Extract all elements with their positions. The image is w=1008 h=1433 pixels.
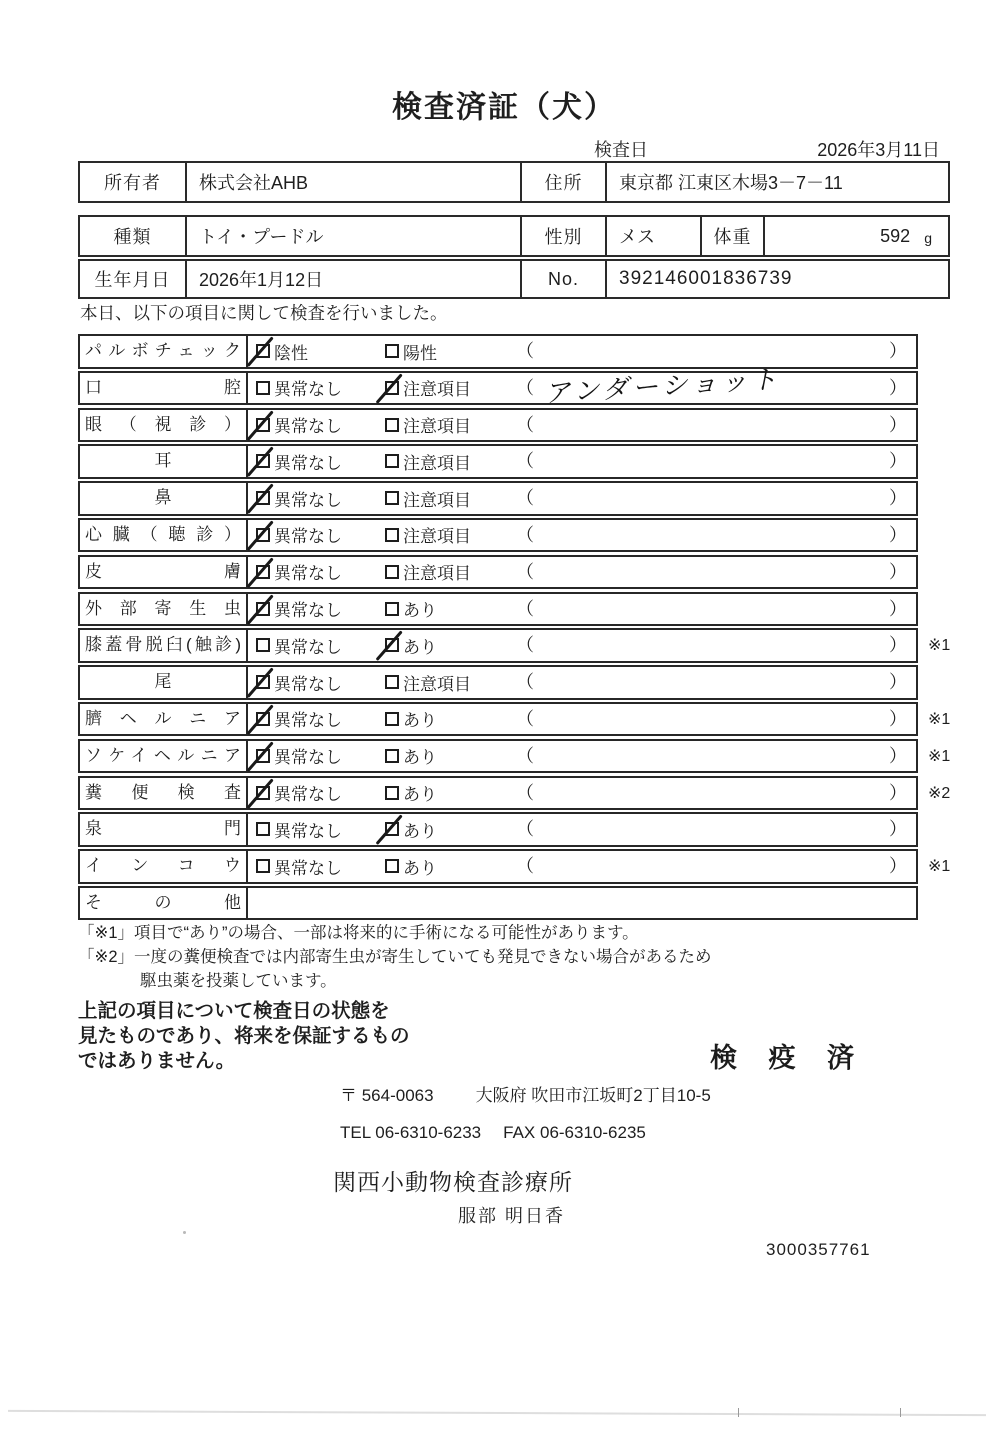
checkbox-icon (256, 344, 270, 358)
scan-artifact-tick (900, 1408, 901, 1417)
checkbox-icon (256, 859, 270, 873)
footnotes-block (78, 921, 712, 993)
checkbox-option (385, 410, 471, 440)
row-label: 眼（視診） (80, 410, 248, 441)
checkbox-option (385, 814, 437, 844)
checkbox-option (256, 373, 342, 403)
option-label: 異常なし (274, 417, 342, 437)
option-label: 異常なし (274, 453, 342, 473)
option-label: あり (403, 637, 437, 657)
option-label: 異常なし (274, 674, 342, 694)
option-label: あり (403, 711, 437, 731)
checkbox-option (385, 704, 437, 734)
checkbox-icon (256, 418, 270, 432)
disclaimer-line-2: 見たものであり、将来を保証するもの (78, 1025, 410, 1047)
row-label: 口腔 (80, 373, 248, 404)
remarks-field (516, 446, 907, 476)
row-label: ソケイヘルニア (80, 741, 248, 772)
option-label: 注意項目 (403, 527, 471, 547)
remarks-field (516, 741, 907, 771)
checkbox-icon (256, 381, 270, 395)
checkbox-icon (256, 822, 270, 836)
checklist-row-external-parasites (78, 592, 918, 627)
checkbox-icon (256, 638, 270, 652)
remarks-field (516, 851, 907, 881)
checkbox-option (385, 630, 437, 660)
checklist-row-fecal-exam (78, 776, 951, 811)
checklist-row-ears (78, 444, 918, 479)
checklist-row-fontanelle (78, 812, 918, 847)
row-options (248, 704, 916, 735)
sex-value-cell: メス (619, 227, 655, 247)
option-label: 異常なし (274, 564, 342, 584)
footnote-2: 「※2」一度の糞便検査では内部寄生虫が寄生していても発見できない場合があるため (78, 948, 712, 966)
option-label: 異常なし (274, 490, 342, 510)
checklist-row-heart (78, 518, 918, 553)
checkbox-option (256, 704, 342, 734)
option-label: 陰性 (274, 343, 308, 363)
birthdate-value-cell: 2026年1月12日 (199, 270, 324, 290)
row-options (248, 483, 916, 514)
paren-close-mark: ） (889, 672, 907, 693)
checkbox-option (385, 520, 471, 550)
paren-open-mark: （ (516, 451, 534, 472)
option-label: あり (403, 601, 437, 621)
inspection-date-line (78, 136, 950, 160)
handwritten-remark: アンダーショット (543, 363, 782, 408)
paren-close-mark: ） (889, 524, 907, 545)
checkbox-option (256, 446, 342, 476)
row-label: 尾 (80, 667, 248, 698)
paren-close-mark: ） (889, 782, 907, 803)
inspection-date-label: 検査日 (594, 140, 648, 160)
certificate-title: 検査済証（犬） (392, 91, 616, 124)
intro-text: 本日、以下の項目に関して検査を行いました。 (80, 303, 448, 323)
row-footnote-ref: ※1 (928, 710, 951, 728)
scan-artifact-dot (183, 1231, 186, 1234)
checkbox-icon (385, 638, 399, 652)
option-label: 異常なし (274, 858, 342, 878)
disclaimer-line-1: 上記の項目について検査日の状態を (78, 1000, 390, 1022)
checkbox-icon (385, 491, 399, 505)
remarks-field (516, 704, 907, 734)
remarks-field (516, 778, 907, 808)
row-options (248, 410, 916, 441)
footnote-1: 「※1」項目で“あり”の場合、一部は将来的に手術になる可能性があります。 (78, 924, 639, 942)
checkbox-option (256, 814, 342, 844)
row-label: 鼻 (80, 483, 248, 514)
checkbox-option (385, 851, 437, 881)
checkbox-option (256, 594, 342, 624)
checkbox-icon (256, 491, 270, 505)
checkbox-icon (256, 675, 270, 689)
owner-label-cell: 所有者 (80, 163, 187, 201)
number-label-cell: No. (520, 261, 607, 297)
paren-open-mark: （ (516, 598, 534, 619)
row-options (248, 520, 916, 551)
option-label: 注意項目 (403, 417, 471, 437)
owner-value-cell: 株式会社AHB (199, 173, 309, 193)
option-label: 異常なし (274, 711, 342, 731)
checkbox-option (256, 483, 342, 513)
paren-open-mark: （ (516, 524, 534, 545)
checkbox-option (385, 336, 437, 366)
paren-close-mark: ） (889, 856, 907, 877)
row-label: 糞便検査 (80, 778, 248, 809)
weight-value-cell (765, 217, 948, 255)
breed-sex-weight-row (78, 215, 950, 257)
paren-open-mark: （ (516, 856, 534, 877)
scan-artifact-tick (738, 1408, 739, 1417)
checkbox-icon (385, 712, 399, 726)
row-label: 膝蓋骨脱臼(触診) (80, 630, 248, 661)
paren-open-mark: （ (516, 672, 534, 693)
remarks-field (516, 814, 907, 844)
paren-open-mark: （ (516, 635, 534, 656)
clinic-tel: TEL 06-6310-6233 (340, 1123, 482, 1142)
checkbox-option (256, 778, 342, 808)
paren-close-mark: ） (889, 414, 907, 435)
checkbox-icon (256, 712, 270, 726)
checklist-row-nose (78, 481, 918, 516)
checkbox-icon (385, 786, 399, 800)
remarks-field (516, 667, 907, 697)
checklist-row-umbilical-hernia (78, 702, 951, 737)
address-value-cell: 東京都 江東区木場3－7－11 (619, 173, 843, 193)
row-options (248, 741, 916, 772)
checkbox-icon (385, 454, 399, 468)
paren-close-mark: ） (889, 635, 907, 656)
row-options (248, 814, 916, 845)
clinic-tel-line (340, 1123, 646, 1143)
checkbox-icon (256, 565, 270, 579)
paren-close-mark: ） (889, 488, 907, 509)
remarks-field (516, 630, 907, 660)
option-label: 注意項目 (403, 453, 471, 473)
quarantine-passed-stamp: 検 疫 済 (710, 1043, 867, 1073)
remarks-field (516, 410, 907, 440)
veterinarian-name: 服部 明日香 (458, 1206, 566, 1226)
paren-open-mark: （ (516, 745, 534, 766)
checkbox-icon (256, 528, 270, 542)
disclaimer-line-3: ではありません。 (78, 1050, 236, 1072)
checklist-row-eyes (78, 408, 918, 443)
paren-open-mark: （ (516, 782, 534, 803)
option-label: あり (403, 858, 437, 878)
row-label: 心臓（聴診） (80, 520, 248, 551)
row-label: その他 (80, 888, 248, 919)
paren-close-mark: ） (889, 745, 907, 766)
remarks-field (516, 483, 907, 513)
paren-open-mark: （ (516, 377, 534, 398)
footnote-2-continued: 駆虫薬を投薬しています。 (140, 972, 337, 990)
clinic-fax: FAX 06-6310-6235 (503, 1123, 646, 1142)
checkbox-option (256, 667, 342, 697)
paren-close-mark: ） (889, 341, 907, 361)
checkbox-option (256, 336, 308, 366)
row-options (248, 667, 916, 698)
checkbox-option (256, 557, 342, 587)
checkbox-icon (385, 822, 399, 836)
birthdate-label-cell: 生年月日 (80, 261, 187, 297)
checkbox-icon (256, 749, 270, 763)
checkbox-icon (256, 786, 270, 800)
paren-close-mark: ） (889, 598, 907, 619)
option-label: 異常なし (274, 637, 342, 657)
content-area (78, 0, 950, 1433)
option-label: 注意項目 (403, 490, 471, 510)
remarks-field (516, 557, 907, 587)
option-label: 注意項目 (403, 564, 471, 584)
paren-open-mark: （ (516, 819, 534, 840)
checkbox-option (385, 483, 471, 513)
row-label: 臍ヘルニア (80, 704, 248, 735)
checkbox-option (385, 594, 437, 624)
checkbox-icon (385, 675, 399, 689)
checklist-row-patella (78, 628, 951, 663)
paren-close-mark: ） (889, 377, 907, 398)
option-label: あり (403, 785, 437, 805)
paren-open-mark: （ (516, 561, 534, 582)
checkbox-icon (256, 602, 270, 616)
option-label: 注意項目 (403, 380, 471, 400)
row-footnote-ref: ※2 (928, 784, 951, 802)
row-footnote-ref: ※1 (928, 858, 951, 876)
row-options (248, 363, 916, 408)
checkbox-icon (385, 602, 399, 616)
weight-unit: g (924, 230, 932, 246)
checklist-row-other (78, 886, 918, 921)
address-label-cell: 住所 (520, 163, 607, 201)
checklist-row-parvo (78, 334, 918, 369)
row-label: 外部寄生虫 (80, 594, 248, 625)
checkbox-option (385, 557, 471, 587)
checkbox-icon (385, 528, 399, 542)
checkbox-icon (385, 344, 399, 358)
paren-open-mark: （ (516, 488, 534, 509)
checkbox-option (385, 778, 437, 808)
row-footnote-ref: ※1 (928, 747, 951, 765)
option-label: あり (403, 748, 437, 768)
option-label: 異常なし (274, 601, 342, 621)
weight-label-cell: 体重 (700, 217, 765, 255)
owner-table-row (78, 161, 950, 203)
checkbox-icon (385, 418, 399, 432)
option-label: 異常なし (274, 527, 342, 547)
row-options (248, 557, 916, 588)
paren-close-mark: ） (889, 451, 907, 472)
row-options (248, 336, 916, 367)
checklist-row-inkou (78, 849, 951, 884)
paren-close-mark: ） (889, 708, 907, 729)
clinic-postal-line (340, 1081, 711, 1106)
number-value-cell: 392146001836739 (619, 268, 793, 289)
remarks-field (516, 520, 907, 550)
checkbox-option (385, 741, 437, 771)
checkbox-option (256, 410, 342, 440)
checklist-row-tail (78, 665, 918, 700)
checkbox-icon (385, 749, 399, 763)
row-footnote-ref: ※1 (928, 637, 951, 655)
row-label: 泉門 (80, 814, 248, 845)
birthdate-number-row (78, 259, 950, 299)
row-options (248, 630, 916, 661)
document-number: 3000357761 (766, 1240, 871, 1259)
remarks-field (516, 594, 907, 624)
breed-value-cell: トイ・プードル (199, 227, 324, 247)
clinic-address: 大阪府 吹田市江坂町2丁目10-5 (475, 1086, 711, 1105)
checkbox-option (256, 520, 342, 550)
sex-label-cell: 性別 (520, 217, 607, 255)
disclaimer-block (78, 999, 410, 1074)
row-label: パルボチェック (80, 336, 248, 367)
row-options (248, 594, 916, 625)
row-options (248, 778, 916, 809)
row-label: 耳 (80, 446, 248, 477)
weight-value: 592 (880, 225, 911, 246)
breed-label-cell: 種類 (80, 217, 187, 255)
option-label: 異常なし (274, 380, 342, 400)
option-label: 異常なし (274, 821, 342, 841)
paren-close-mark: ） (889, 561, 907, 582)
checkbox-option (256, 851, 342, 881)
checkbox-icon (385, 859, 399, 873)
option-label: あり (403, 821, 437, 841)
row-label: 皮膚 (80, 557, 248, 588)
checkbox-option (256, 630, 342, 660)
clinic-name: 関西小動物検査診療所 (333, 1169, 573, 1195)
option-label: 異常なし (274, 785, 342, 805)
checkbox-option (385, 446, 471, 476)
option-label: 陽性 (403, 343, 437, 363)
paren-open-mark: （ (516, 708, 534, 729)
checkbox-option (256, 741, 342, 771)
checklist-row-skin (78, 555, 918, 590)
postal-code: 〒 564-0063 (340, 1086, 434, 1105)
paren-open-mark: （ (516, 341, 534, 361)
inspection-date-value: 2026年3月11日 (817, 140, 940, 160)
checkbox-option (385, 373, 471, 403)
checkbox-icon (385, 381, 399, 395)
paren-open-mark: （ (516, 414, 534, 435)
checkbox-icon (256, 454, 270, 468)
row-options-empty (248, 888, 916, 919)
paren-close-mark: ） (889, 819, 907, 840)
row-label: インコウ (80, 851, 248, 882)
option-label: 異常なし (274, 748, 342, 768)
checkbox-option (385, 667, 471, 697)
checklist-row-inguinal-hernia (78, 739, 951, 774)
remarks-field (516, 336, 907, 366)
checkbox-icon (385, 565, 399, 579)
row-options (248, 851, 916, 882)
option-label: 注意項目 (403, 674, 471, 694)
checklist-row-oral (78, 363, 918, 408)
row-options (248, 446, 916, 477)
remarks-field (516, 363, 907, 408)
checklist-table (78, 334, 951, 923)
